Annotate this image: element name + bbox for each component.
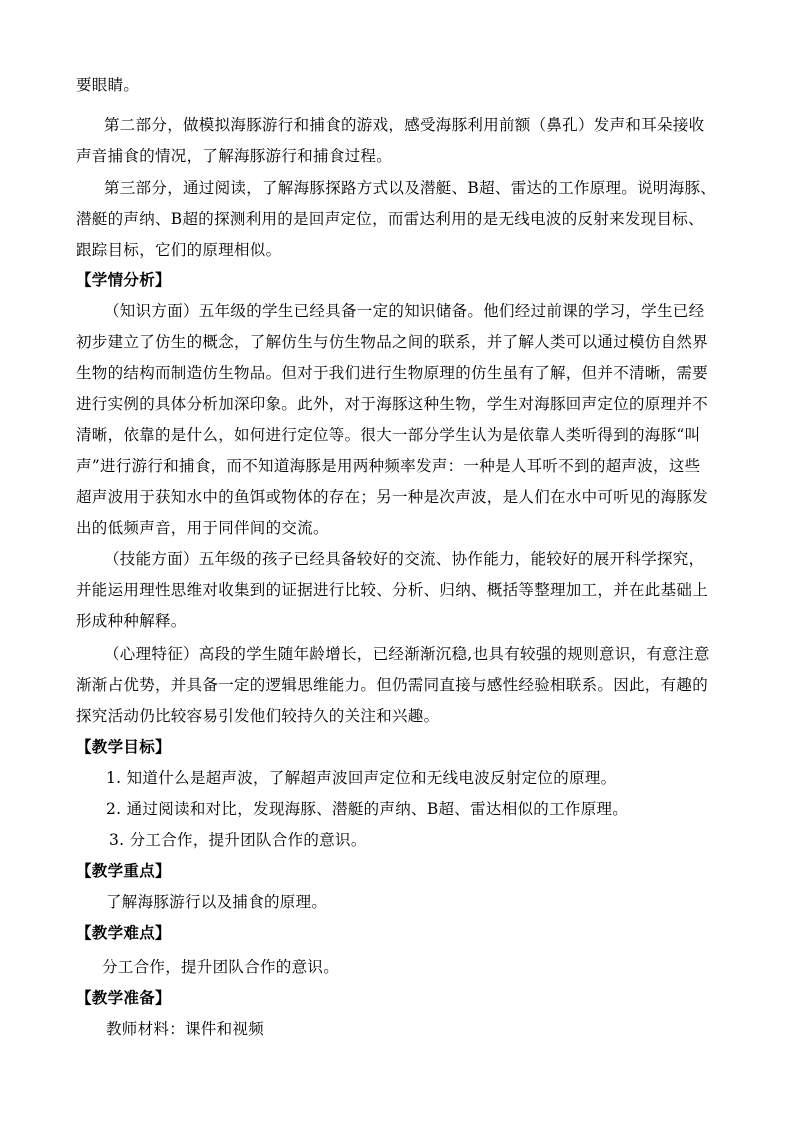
text-line: 并能运用理性思维对收集到的证据进行比较、分析、归纳、概括等整理加工，并在此基础上 bbox=[76, 581, 709, 599]
section-heading: 【教学难点】 bbox=[76, 924, 171, 942]
text-line: 生物的结构而制造仿生物品。但对于我们进行生物原理的仿生虽有了解，但并不清晰，需要 bbox=[76, 364, 709, 382]
text-line: 清晰，依靠的是什么，如何进行定位等。很大一部分学生认为是依靠人类听得到的海豚“叫 bbox=[76, 426, 701, 444]
text-line: （知识方面）五年级的学生已经具备一定的知识储备。他们经过前课的学习，学生已经 bbox=[104, 302, 705, 320]
text-line: 声音捕食的情况，了解海豚游行和捕食过程。 bbox=[76, 147, 393, 165]
section-heading: 【教学目标】 bbox=[76, 738, 171, 756]
text-line: 了解海豚游行以及捕食的原理。 bbox=[106, 893, 328, 911]
text-line: 渐渐占优势，并具备一定的逻辑思维能力。但仍需同直接与感性经验相联系。因此，有趣的 bbox=[76, 676, 709, 694]
section-heading: 【学情分析】 bbox=[76, 271, 171, 289]
text-line: 声”进行游行和捕食，而不知道海豚是用两种频率发声：一种是人耳听不到的超声波，这些 bbox=[76, 457, 701, 475]
text-line: （技能方面）五年级的孩子已经具备较好的交流、协作能力，能较好的展开科学探究， bbox=[104, 550, 705, 568]
text-line: 出的低频声音，用于同伴间的交流。 bbox=[76, 519, 329, 537]
text-line: 探究活动仍比较容易引发他们较持久的关注和兴趣。 bbox=[76, 707, 440, 725]
text-line: 第三部分，通过阅读，了解海豚探路方式以及潜艇、B超、雷达的工作原理。说明海豚、 bbox=[104, 179, 717, 197]
list-item: 2. 通过阅读和对比，发现海豚、潜艇的声纳、B超、雷达相似的工作原理。 bbox=[106, 800, 629, 818]
list-item: 3. 分工合作，提升团队合作的意识。 bbox=[109, 831, 367, 849]
text-line: 进行实例的具体分析加深印象。此外，对于海豚这种生物，学生对海豚回声定位的原理并不 bbox=[76, 395, 709, 413]
text-line: 初步建立了仿生的概念，了解仿生与仿生物品之间的联系，并了解人类可以通过模仿自然界 bbox=[76, 333, 709, 351]
text-line: 分工合作，提升团队合作的意识。 bbox=[102, 958, 340, 976]
text-line: （心理特征）高段的学生随年龄增长，已经渐渐沉稳,也具有较强的规则意识，有意注意 bbox=[104, 645, 710, 663]
list-item: 1. 知道什么是超声波，了解超声波回声定位和无线电波反射定位的原理。 bbox=[106, 769, 617, 787]
text-line: 跟踪目标，它们的原理相似。 bbox=[76, 241, 282, 259]
text-line: 形成种种解释。 bbox=[76, 612, 187, 630]
section-heading: 【教学重点】 bbox=[76, 862, 171, 880]
text-line: 潜艇的声纳、B超的探测利用的是回声定位，而雷达利用的是无线电波的反射来发现目标、 bbox=[76, 210, 704, 228]
text-line: 第二部分，做模拟海豚游行和捕食的游戏，感受海豚利用前额（鼻孔）发声和耳朵接收 bbox=[104, 116, 705, 134]
text-line: 超声波用于获知水中的鱼饵或物体的存在；另一种是次声波，是人们在水中可听见的海豚发 bbox=[76, 488, 709, 506]
section-heading: 【教学准备】 bbox=[76, 989, 171, 1007]
text-line: 教师材料：课件和视频 bbox=[106, 1020, 265, 1038]
text-line: 要眼睛。 bbox=[76, 76, 140, 94]
